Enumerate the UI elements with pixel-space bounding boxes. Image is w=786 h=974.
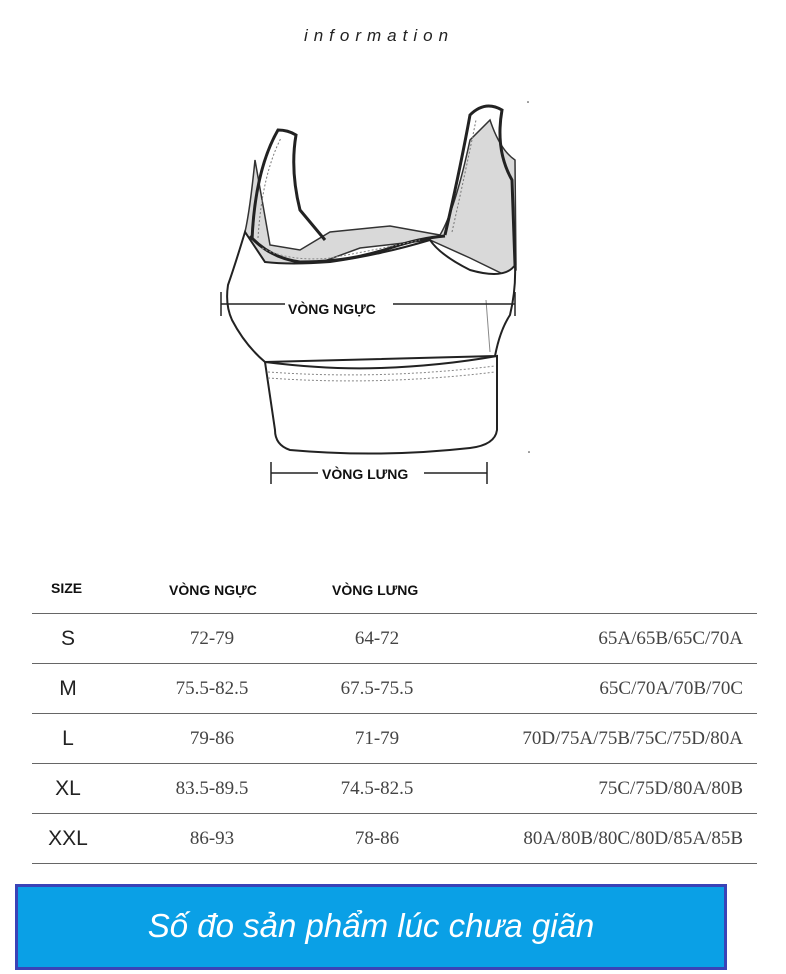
cell-chest: 83.5-89.5 (175, 777, 249, 799)
cell-size: XXL (48, 826, 88, 850)
note-banner (15, 884, 727, 970)
cell-back: 64-72 (354, 627, 400, 649)
table-row (32, 764, 757, 814)
cell-cups: 80A/80B/80C/80D/85A/85B (523, 827, 743, 849)
back-label: VÒNG LƯNG (322, 466, 409, 482)
cell-back: 71-79 (354, 727, 400, 749)
cell-size: S (60, 626, 75, 650)
note-banner-text: Số đo sản phẩm lúc chưa giãn (147, 907, 595, 944)
cell-size: M (59, 676, 77, 700)
cell-chest: 75.5-82.5 (175, 677, 249, 699)
header-chest: VÒNG NGỰC (169, 582, 257, 598)
header-back: VÒNG LƯNG (332, 582, 419, 598)
table-row (32, 714, 757, 764)
table-row (32, 814, 757, 864)
cell-chest: 72-79 (189, 627, 235, 649)
cell-chest: 86-93 (189, 827, 235, 849)
under-band (265, 356, 497, 454)
page-heading: information (303, 26, 455, 45)
cell-back: 67.5-75.5 (340, 677, 414, 699)
cell-cups: 75C/75D/80A/80B (598, 777, 743, 799)
table-header (32, 568, 757, 614)
cell-cups: 70D/75A/75B/75C/75D/80A (522, 727, 743, 749)
cell-back: 78-86 (354, 827, 400, 849)
sports-bra-diagram (200, 85, 540, 495)
cell-size: XL (55, 776, 81, 800)
cell-chest: 79-86 (189, 727, 235, 749)
table-row (32, 664, 757, 714)
chest-label: VÒNG NGỰC (288, 301, 376, 317)
cell-cups: 65A/65B/65C/70A (598, 627, 743, 649)
cell-back: 74.5-82.5 (340, 777, 414, 799)
table-row (32, 614, 757, 664)
cell-cups: 65C/70A/70B/70C (599, 677, 743, 699)
header-size: SIZE (51, 580, 83, 596)
cell-size: L (62, 726, 74, 750)
size-chart-table (32, 568, 757, 864)
